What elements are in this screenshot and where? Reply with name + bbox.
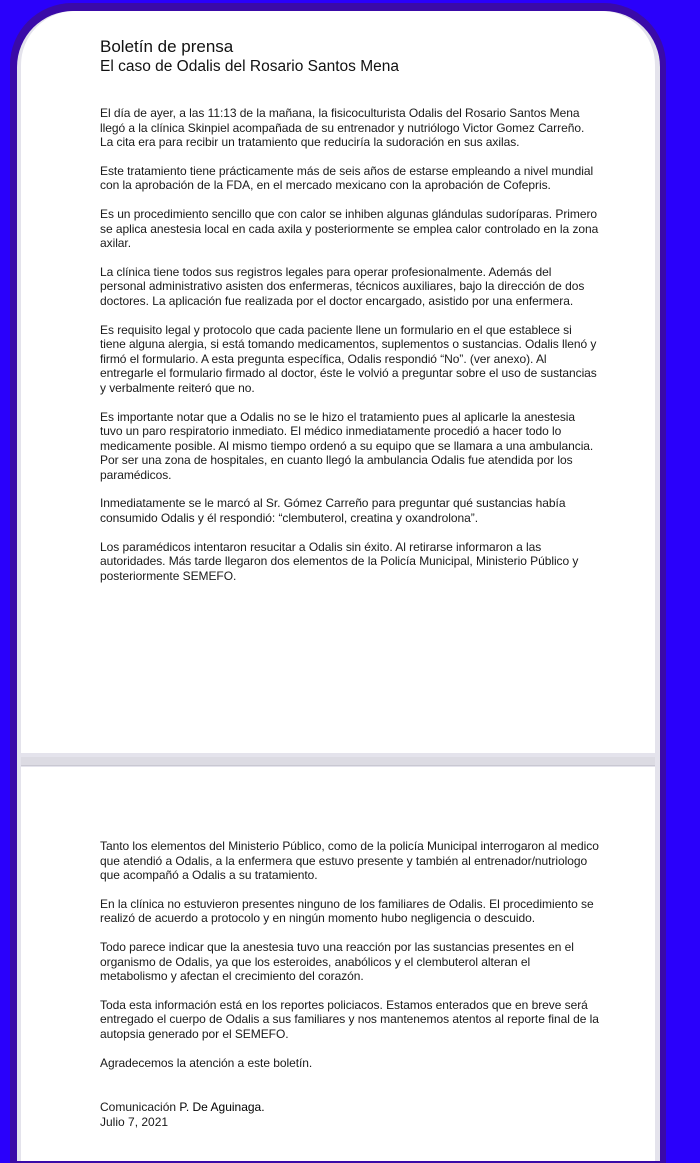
paragraph: Tanto los elementos del Ministerio Público, como de la policía Municipal interrogaron al medico que atendió a Odalis, a la enfermera que estuvo presente y también al entrenador/nutriologo que acompañó a Odalis a su tratamiento. <box>100 839 599 883</box>
paragraph: Este tratamiento tiene prácticamente más de seis años de estarse empleando a nivel mundial con la aprobación de la FDA, en el mercado mexicano con la aprobación de Cofepris. <box>100 163 594 193</box>
signature-name: P. De Aguinaga. <box>179 1100 265 1115</box>
page-1 <box>21 11 655 753</box>
paragraph: Es un procedimiento sencillo que con calor se inhiben algunas glándulas sudoríparas. Primero se aplica anestesia local en cada axila y posteriormente se emplea calor controlado en la zona axilar. <box>100 206 599 251</box>
paragraph: Los paramédicos intentaron resucitar a Odalis sin éxito. Al retirarse informaron a las autoridades. Más tarde llegaron dos elementos de la Policía Municipal, Ministerio Público y posteriormente SEMEFO. <box>100 539 579 583</box>
page-2 <box>21 767 655 1161</box>
paragraph: Inmediatamente se le marcó al Sr. Gómez Carreño para preguntar qué sustancias había consumido Odalis y él respondió: “clembuterol, creatina y oxandrolona”. <box>100 496 566 526</box>
page-separator <box>21 757 655 766</box>
page-2-content <box>100 839 600 1129</box>
signature-line <box>100 1100 600 1115</box>
document-title: Boletín de prensa <box>100 37 234 56</box>
closing-line: Agradecemos la atención a este boletín. <box>100 1055 313 1070</box>
signature-date: Julio 7, 2021 <box>100 1114 169 1129</box>
paragraph: Toda esta información está en los reportes policiacos. Estamos enterados que en breve será entregado el cuerpo de Odalis a sus familiares y nos mantenemos atentos al reporte final de la autopsia generado por el SEMEFO. <box>100 997 599 1041</box>
page-1-content <box>100 37 600 597</box>
paragraph: Es requisito legal y protocolo que cada paciente llene un formulario en el que establece si tiene alguna alergia, si está tomando medicamentos, suplementos o sustancias. Odalis llenó y firmó el formulario. A esta pregunta específica, Odalis respondió “No”. (ver anexo). Al entregarle el formulario firmado al doctor, éste le volvió a preguntar sobre el uso de sustancias y verbalmente reiteró que no. <box>100 322 597 395</box>
signature-block <box>100 1100 600 1129</box>
paragraph: Todo parece indicar que la anestesia tuvo una reacción por las sustancias presentes en el organismo de Odalis, ya que los esteroides, anabólicos y el clembuterol alteran el metabolismo y afectan el crecimiento del corazón. <box>100 939 574 984</box>
document-subtitle: El caso de Odalis del Rosario Santos Mena <box>100 58 399 75</box>
paragraph: En la clínica no estuvieron presentes ninguno de los familiares de Odalis. El procedimiento se realizó de acuerdo a protocolo y en ningún momento hubo negligencia o descuido. <box>100 896 594 926</box>
signature-prefix: Comunicación <box>100 1100 180 1115</box>
paragraph: La clínica tiene todos sus registros legales para operar profesionalmente. Además del personal administrativo asisten dos enfermeras, técnicos auxiliares, bajo la dirección de dos doctores. La aplicación fue realizada por el doctor encargado, asistido por una enfermera. <box>100 264 585 308</box>
document-viewer[interactable] <box>17 11 660 1161</box>
paragraph: Es importante notar que a Odalis no se le hizo el tratamiento pues al aplicarle la anestesia tuvo un paro respiratorio inmediato. El médico inmediatamente procedió a hacer todo lo medicamente posible. Al mismo tiempo ordenó a su equipo que se llamara a una ambulancia. Por ser una zona de hospitales, en cuanto llegó la ambulancia Odalis fue atendida por los paramédicos. <box>100 409 594 482</box>
paragraph: El día de ayer, a las 11:13 de la mañana, la fisicoculturista Odalis del Rosario Santos Mena llegó a la clínica Skinpiel acompañada de su entrenador y nutriólogo Victor Gomez Carreño. La cita era para recibir un tratamiento que reduciría la sudoración en sus axilas. <box>100 106 585 150</box>
